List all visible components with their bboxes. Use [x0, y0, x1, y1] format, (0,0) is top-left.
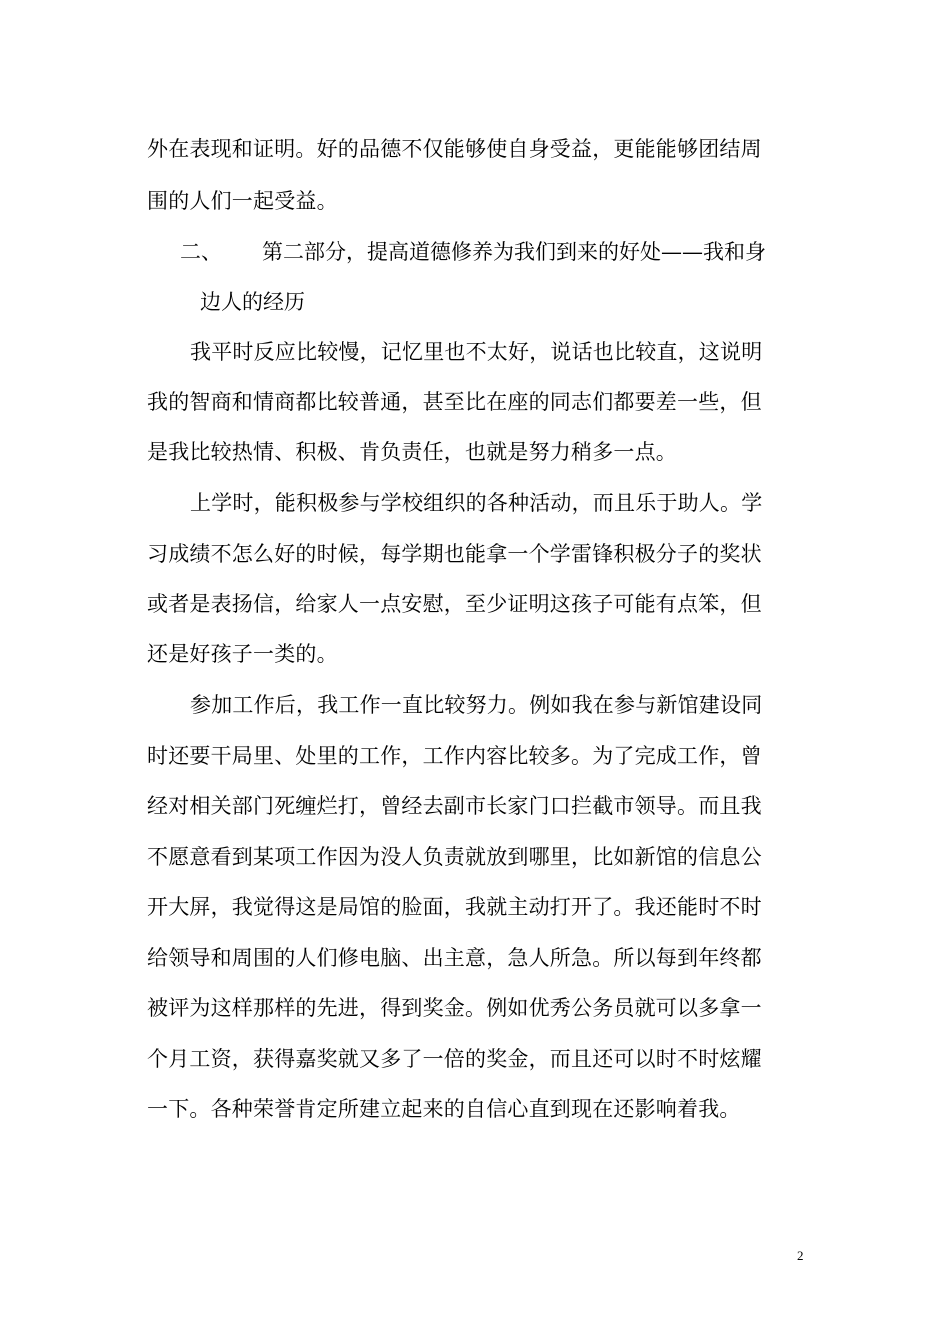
paragraph-3-line-9: 一下。各种荣誉肯定所建立起来的自信心直到现在还影响着我。	[147, 1097, 741, 1121]
paragraph-3-line-3: 经对相关部门死缠烂打，曾经去副市长家门口拦截市领导。而且我	[147, 794, 762, 818]
paragraph-3-line-4: 不愿意看到某项工作因为没人负责就放到哪里，比如新馆的信息公	[147, 845, 762, 869]
section-heading-continuation: 边人的经历	[200, 290, 305, 314]
paragraph-1-line-2: 我的智商和情商都比较普通，甚至比在座的同志们都要差一些，但	[147, 390, 762, 414]
paragraph-3-line-5: 开大屏，我觉得这是局馆的脸面，我就主动打开了。我还能时不时	[147, 895, 762, 919]
paragraph-1-line-1: 我平时反应比较慢，记忆里也不太好，说话也比较直，这说明	[190, 340, 763, 364]
paragraph-3-line-6: 给领导和周围的人们修电脑、出主意，急人所急。所以每到年终都	[147, 946, 762, 970]
paragraph-2-line-4: 还是好孩子一类的。	[147, 642, 338, 666]
paragraph-2-line-2: 习成绩不怎么好的时候，每学期也能拿一个学雷锋积极分子的奖状	[147, 542, 762, 566]
section-heading: 第二部分，提高道德修养为我们到来的好处——我和身	[262, 240, 766, 264]
intro-line-1: 外在表现和证明。好的品德不仅能够使自身受益，更能能够团结周	[147, 137, 762, 161]
paragraph-3-line-7: 被评为这样那样的先进，得到奖金。例如优秀公务员就可以多拿一	[147, 996, 762, 1020]
paragraph-3-line-1: 参加工作后，我工作一直比较努力。例如我在参与新馆建设同	[190, 693, 763, 717]
paragraph-2-line-1: 上学时，能积极参与学校组织的各种活动，而且乐于助人。学	[190, 491, 763, 515]
paragraph-1-line-3: 是我比较热情、积极、肯负责任，也就是努力稍多一点。	[147, 440, 677, 464]
page-number: 2	[797, 1248, 804, 1263]
paragraph-3-line-2: 时还要干局里、处里的工作，工作内容比较多。为了完成工作，曾	[147, 744, 762, 768]
paragraph-2-line-3: 或者是表扬信，给家人一点安慰，至少证明这孩子可能有点笨，但	[147, 592, 762, 616]
intro-line-2: 围的人们一起受益。	[147, 189, 338, 213]
section-number: 二、	[180, 240, 222, 264]
paragraph-3-line-8: 个月工资，获得嘉奖就又多了一倍的奖金，而且还可以时不时炫耀	[147, 1047, 762, 1071]
